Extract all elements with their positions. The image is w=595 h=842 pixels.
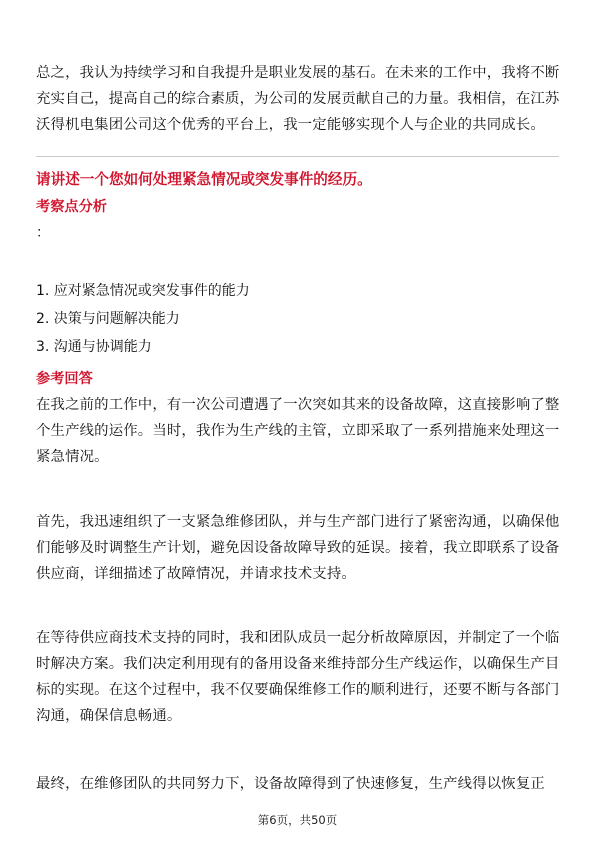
text-line: 沃得机电集团公司这个优秀的平台上，我一定能够实现个人与企业的共同成长。 bbox=[36, 117, 545, 133]
text-line: 个生产线的运作。当时，我作为生产线的主管，立即采取了一系列措施来处理这一 bbox=[36, 423, 560, 439]
text-line: 沟通，确保信息畅通。 bbox=[36, 708, 182, 724]
page-number: 第6页，共50页 bbox=[257, 813, 338, 827]
intro-paragraph bbox=[36, 60, 560, 138]
analysis-title: 考察点分析 bbox=[36, 199, 107, 215]
text-line: 们能够及时调整生产计划，避免因设备故障导致的延误。接着，我立即联系了设备 bbox=[36, 540, 560, 556]
text-line: 总之，我认为持续学习和自我提升是职业发展的基石。在未来的工作中，我将不断 bbox=[36, 65, 560, 81]
text-line: 充实自己，提高自己的综合素质，为公司的发展贡献自己的力量。我相信，在江苏 bbox=[36, 91, 560, 107]
list-item: 2. 决策与问题解决能力 bbox=[36, 311, 180, 327]
answer-paragraph bbox=[36, 392, 560, 470]
text-line: 最终，在维修团队的共同努力下，设备故障得到了快速修复，生产线得以恢复正 bbox=[36, 776, 545, 792]
analysis-colon: ： bbox=[36, 225, 50, 241]
answer-paragraph bbox=[36, 625, 560, 729]
text-line: 紧急情况。 bbox=[36, 449, 109, 465]
text-line: 在等待供应商技术支持的同时，我和团队成员一起分析故障原因，并制定了一个临 bbox=[36, 630, 560, 646]
answer-title: 参考回答 bbox=[36, 371, 93, 387]
section-divider bbox=[36, 156, 559, 157]
text-line: 在我之前的工作中，有一次公司遭遇了一次突如其来的设备故障，这直接影响了整 bbox=[36, 397, 560, 413]
text-line: 首先，我迅速组织了一支紧急维修团队，并与生产部门进行了紧密沟通，以确保他 bbox=[36, 514, 560, 530]
list-item: 1. 应对紧急情况或突发事件的能力 bbox=[36, 283, 250, 299]
answer-paragraph bbox=[36, 509, 560, 587]
answer-paragraph bbox=[36, 771, 560, 797]
list-item: 3. 沟通与协调能力 bbox=[36, 339, 152, 355]
text-line: 时解决方案。我们决定利用现有的备用设备来维持部分生产线运作，以确保生产目 bbox=[36, 656, 560, 672]
text-line: 标的实现。在这个过程中，我不仅要确保维修工作的顺利进行，还要不断与各部门 bbox=[36, 682, 560, 698]
text-line: 供应商，详细描述了故障情况，并请求技术支持。 bbox=[36, 566, 356, 582]
question-heading: 请讲述一个您如何处理紧急情况或突发事件的经历。 bbox=[36, 171, 372, 188]
